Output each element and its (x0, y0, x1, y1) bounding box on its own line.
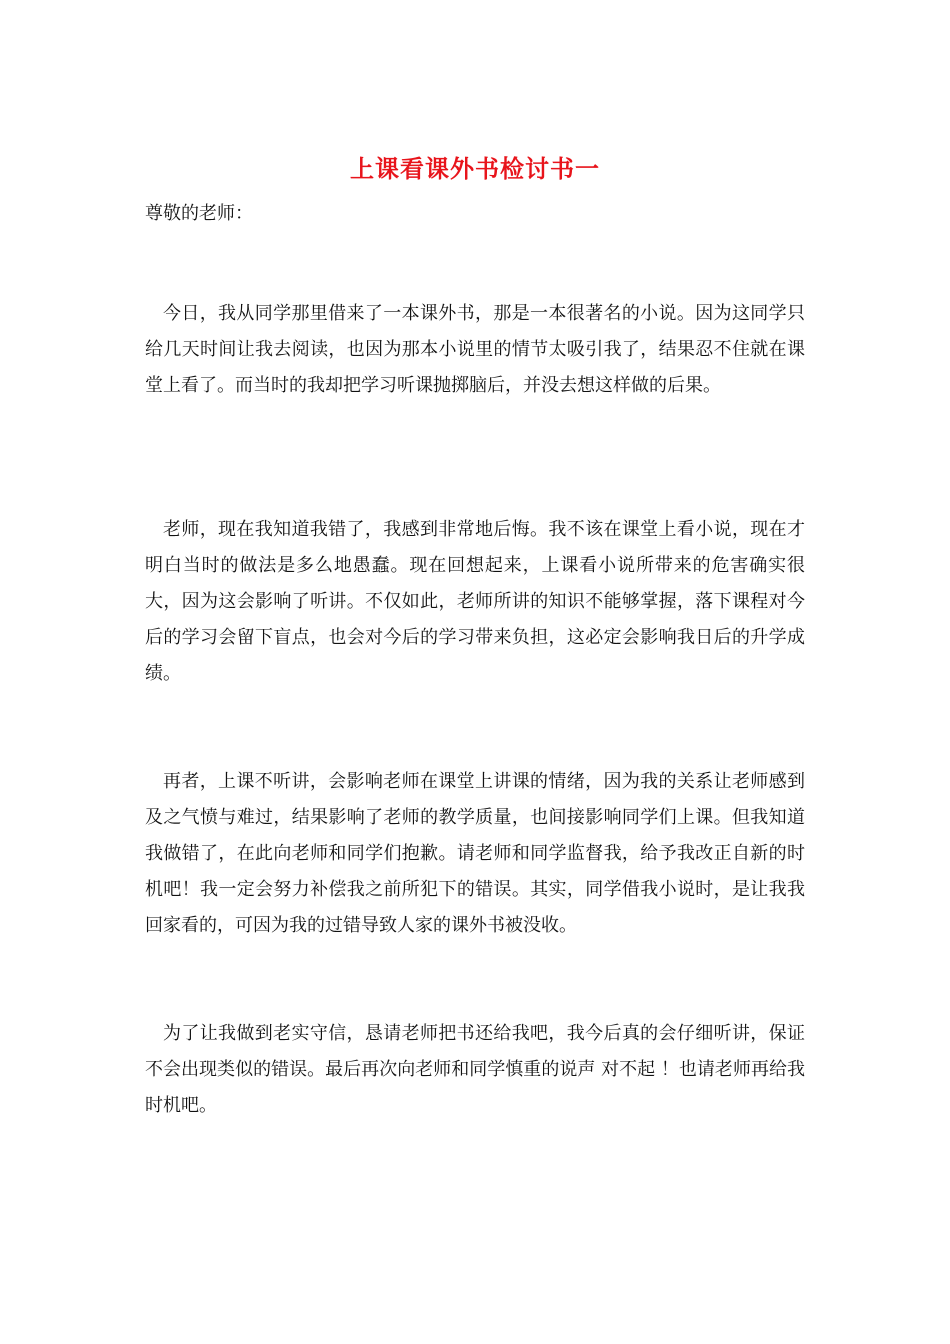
paragraph-4: 为了让我做到老实守信，恳请老师把书还给我吧，我今后真的会仔细听讲，保证不会出现类似的错误。最后再次向老师和同学慎重的说声 对不起 ！也请老师再给我时机吧。 (145, 1023, 805, 1116)
salutation: 尊敬的老师： (145, 203, 253, 224)
paragraph-2: 老师，现在我知道我错了，我感到非常地后悔。我不该在课堂上看小说，现在才明白当时的做法是多么地愚蠢。现在回想起来，上课看小说所带来的危害确实很大，因为这会影响了听讲。不仅如此，老师所讲的知识不能够掌握，落下课程对今后的学习会留下盲点，也会对今后的学习带来负担，这必定会影响我日后的升学成绩。 (145, 519, 805, 684)
document-title: 上课看课外书检讨书一 (350, 154, 600, 183)
paragraph-3: 再者，上课不听讲，会影响老师在课堂上讲课的情绪，因为我的关系让老师感到及之气愤与难过，结果影响了老师的教学质量，也间接影响同学们上课。但我知道我做错了，在此向老师和同学们抱歉。请老师和同学监督我，给予我改正自新的时机吧！我一定会努力补偿我之前所犯下的错误。其实，同学借我小说时，是让我我回家看的，可因为我的过错导致人家的课外书被没收。 (145, 771, 805, 936)
paragraph-1: 今日，我从同学那里借来了一本课外书，那是一本很著名的小说。因为这同学只给几天时间让我去阅读，也因为那本小说里的情节太吸引我了，结果忍不住就在课堂上看了。而当时的我却把学习听课抛掷脑后，并没去想这样做的后果。 (145, 303, 805, 396)
